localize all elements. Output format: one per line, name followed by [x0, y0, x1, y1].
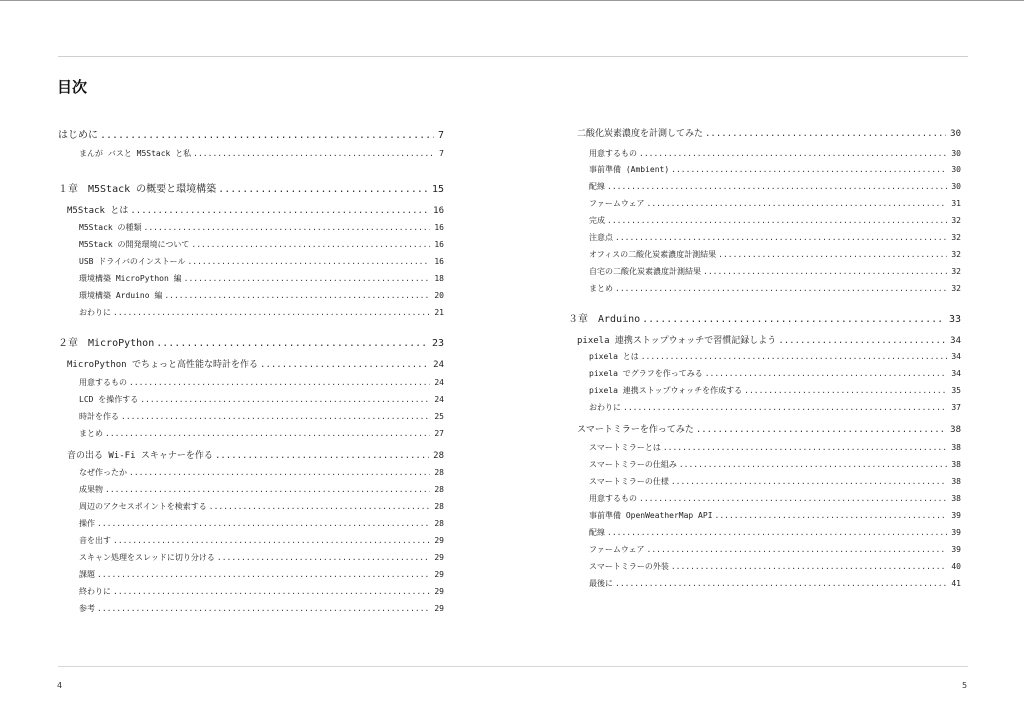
toc-entry-title: 課題: [79, 570, 95, 579]
toc-entry[interactable]: [79, 222, 444, 233]
toc-entry-title: まとめ: [589, 284, 613, 293]
dot-leader: [130, 206, 429, 216]
toc-entry-page: 38: [951, 494, 961, 503]
toc-entry-page: 16: [434, 257, 444, 266]
toc-entry-page: 18: [434, 274, 444, 283]
toc-entry[interactable]: [79, 428, 444, 439]
dot-leader: [215, 451, 429, 461]
dot-leader: [218, 184, 428, 195]
toc-entry-title: 参考: [79, 604, 95, 613]
toc-entry[interactable]: [79, 239, 444, 250]
toc-entry[interactable]: [79, 273, 444, 284]
toc-entry[interactable]: [79, 552, 444, 563]
dot-leader: [639, 494, 947, 503]
dot-leader: [105, 429, 430, 438]
toc-entry-page: 30: [951, 149, 961, 158]
toc-entry-title: 配線: [589, 182, 605, 191]
toc-entry-page: 32: [951, 233, 961, 242]
toc-entry[interactable]: [79, 256, 444, 267]
toc-entry-title: ２章 MicroPython: [58, 338, 155, 349]
toc-entry-title: ファームウェア: [589, 199, 645, 208]
toc-entry-page: 20: [434, 291, 444, 300]
toc-entry-page: 40: [951, 562, 961, 571]
toc-entry[interactable]: [589, 164, 961, 175]
dot-leader: [113, 308, 430, 317]
dot-leader: [639, 149, 947, 158]
toc-entry-page: 32: [951, 267, 961, 276]
toc-entry[interactable]: [79, 148, 444, 159]
toc-entry[interactable]: [589, 368, 961, 379]
toc-entry[interactable]: [79, 586, 444, 597]
dot-leader: [164, 291, 430, 300]
toc-entry[interactable]: [589, 198, 961, 209]
toc-entry-title: スマートミラーとは: [589, 443, 661, 452]
toc-entry-page: 38: [950, 425, 961, 435]
toc-entry-title: pixela 連携ストップウォッチを作成する: [589, 386, 743, 395]
toc-entry-title: M5Stack とは: [67, 206, 129, 216]
dot-leader: [641, 352, 948, 361]
toc-entry[interactable]: [589, 266, 961, 277]
toc-entry-title: USB ドライバのインストール: [79, 257, 186, 266]
toc-entry-page: 38: [951, 443, 961, 452]
toc-entry-page: 24: [433, 360, 444, 370]
toc-entry-page: 29: [434, 587, 444, 596]
toc-entry-page: 34: [951, 352, 961, 361]
toc-entry[interactable]: [79, 290, 444, 301]
toc-entry[interactable]: [589, 476, 961, 487]
toc-entry-title: pixela とは: [589, 352, 639, 361]
toc-entry[interactable]: [79, 307, 444, 318]
dot-leader: [187, 257, 430, 266]
toc-entry[interactable]: [79, 411, 444, 422]
toc-entry[interactable]: [589, 232, 961, 243]
toc-entry-page: 39: [951, 545, 961, 554]
toc-entry[interactable]: [79, 518, 444, 529]
toc-entry-title: 周辺のアクセスポイントを検索する: [79, 502, 207, 511]
dot-leader: [744, 386, 947, 395]
dot-leader: [97, 570, 430, 579]
toc-entry-page: 29: [434, 536, 444, 545]
toc-entry[interactable]: [79, 377, 444, 388]
toc-entry-page: 32: [951, 284, 961, 293]
toc-entry-title: LCD を操作する: [79, 395, 139, 404]
toc-entry-title: 音の出る Wi-Fi スキャナーを作る: [67, 451, 213, 461]
toc-entry-title: 時計を作る: [79, 412, 119, 421]
toc-entry-page: 24: [434, 378, 444, 387]
toc-entry[interactable]: [58, 126, 444, 141]
toc-entry[interactable]: [79, 484, 444, 495]
toc-entry[interactable]: [589, 181, 961, 192]
toc-entry-title: まんが バスと M5Stack と私: [79, 149, 192, 158]
toc-entry[interactable]: [58, 180, 444, 195]
toc-entry[interactable]: [577, 333, 961, 346]
dot-leader: [615, 579, 947, 588]
toc-entry-title: 終わりに: [79, 587, 111, 596]
toc-entry-title: スマートミラーの仕様: [589, 477, 669, 486]
dot-leader: [671, 562, 948, 571]
toc-entry-page: 29: [434, 570, 444, 579]
toc-entry[interactable]: [79, 603, 444, 614]
toc-entry-title: 音を出す: [79, 536, 111, 545]
toc-entry-page: 30: [950, 129, 961, 139]
toc-entry-page: 38: [951, 460, 961, 469]
toc-entry-title: まとめ: [79, 429, 103, 438]
toc-entry[interactable]: [79, 569, 444, 580]
toc-entry[interactable]: [79, 467, 444, 478]
toc-entry-title: 環境構築 Arduino 編: [79, 291, 163, 300]
toc-entry-title: 操作: [79, 519, 95, 528]
toc-entry[interactable]: [67, 448, 444, 461]
toc-entry[interactable]: [67, 357, 444, 370]
dot-leader: [97, 519, 430, 528]
toc-entry-page: 28: [434, 468, 444, 477]
toc-entry[interactable]: [67, 203, 444, 216]
dot-leader: [260, 360, 429, 370]
toc-entry-title: pixela 連携ストップウォッチで習慣記録しよう: [577, 336, 777, 346]
toc-entry[interactable]: [589, 578, 961, 589]
toc-entry-page: 31: [951, 199, 961, 208]
toc-entry-title: 用意するもの: [589, 149, 637, 158]
toc-entry-title: 環境構築 MicroPython 編: [79, 274, 182, 283]
toc-entry-page: 16: [434, 223, 444, 232]
toc-entry-title: 自宅の二酸化炭素濃度計測結果: [589, 267, 701, 276]
dot-leader: [718, 250, 947, 259]
toc-entry-title: スマートミラーの外装: [589, 562, 669, 571]
dot-leader: [129, 468, 430, 477]
dot-leader: [121, 412, 430, 421]
toc-entry[interactable]: [577, 126, 961, 139]
dot-leader: [607, 528, 947, 537]
toc-entry[interactable]: [589, 510, 961, 521]
dot-leader: [191, 240, 430, 249]
dot-leader: [607, 216, 947, 225]
dot-leader: [184, 274, 431, 283]
toc-entry-title: 二酸化炭素濃度を計測してみた: [577, 129, 704, 139]
toc-entry-page: 16: [433, 206, 444, 216]
toc-entry-page: 32: [951, 216, 961, 225]
bottom-rule: [58, 666, 968, 667]
toc-entry-title: はじめに: [58, 130, 98, 141]
page-top-border: [0, 0, 1024, 1]
toc-entry-page: 27: [434, 429, 444, 438]
toc-entry[interactable]: [589, 544, 961, 555]
toc-entry-page: 28: [433, 451, 444, 461]
toc-entry-page: 34: [951, 369, 961, 378]
dot-leader: [715, 511, 948, 520]
toc-entry-title: おわりに: [79, 308, 111, 317]
toc-entry-title: 用意するもの: [79, 378, 127, 387]
dot-leader: [696, 425, 946, 435]
dot-leader: [615, 233, 947, 242]
toc-entry-page: 28: [434, 502, 444, 511]
toc-entry-title: ファームウェア: [589, 545, 645, 554]
dot-leader: [647, 545, 948, 554]
toc-entry[interactable]: [79, 501, 444, 512]
toc-entry[interactable]: [589, 442, 961, 453]
dot-leader: [113, 587, 430, 596]
dot-leader: [679, 460, 948, 469]
toc-entry-title: 成果物: [79, 485, 103, 494]
toc-entry[interactable]: [58, 334, 444, 349]
toc-entry-page: 37: [951, 403, 961, 412]
right-page-number: 5: [962, 681, 968, 690]
toc-entry-page: 24: [434, 395, 444, 404]
toc-entry-page: 7: [439, 149, 444, 158]
toc-entry[interactable]: [589, 249, 961, 260]
toc-entry[interactable]: [568, 310, 961, 325]
dot-leader: [778, 336, 946, 346]
toc-entry-title: 最後に: [589, 579, 613, 588]
toc-entry-page: 38: [951, 477, 961, 486]
dot-leader: [663, 443, 948, 452]
toc-entry[interactable]: [589, 148, 961, 159]
toc-entry-page: 23: [431, 338, 444, 349]
toc-entry-title: MicroPython でちょっと高性能な時計を作る: [67, 360, 259, 370]
dot-leader: [97, 604, 430, 613]
dot-leader: [113, 536, 430, 545]
toc-entry-title: M5Stack の種類: [79, 223, 142, 232]
dot-leader: [623, 403, 947, 412]
toc-entry-page: 28: [434, 485, 444, 494]
toc-entry-title: 配線: [589, 528, 605, 537]
toc-entry-title: 用意するもの: [589, 494, 637, 503]
toc-entry-page: 15: [431, 184, 444, 195]
toc-entry[interactable]: [589, 493, 961, 504]
dot-leader: [705, 369, 948, 378]
toc-entry-page: 29: [434, 553, 444, 562]
toc-entry-title: なぜ作ったか: [79, 468, 127, 477]
toc-entry[interactable]: [589, 561, 961, 572]
dot-leader: [671, 477, 948, 486]
toc-entry[interactable]: [79, 535, 444, 546]
top-rule: [58, 56, 968, 57]
dot-leader: [647, 199, 948, 208]
toc-entry-title: スキャン処理をスレッドに切り分ける: [79, 553, 215, 562]
toc-entry-page: 34: [950, 336, 961, 346]
toc-entry-title: スマートミラーを作ってみた: [577, 425, 694, 435]
toc-entry-title: 事前準備 (Ambient): [589, 165, 670, 174]
dot-leader: [100, 130, 434, 141]
toc-entry[interactable]: [589, 459, 961, 470]
dot-leader: [140, 395, 430, 404]
toc-entry-page: 16: [434, 240, 444, 249]
left-page-number: 4: [57, 681, 63, 690]
toc-entry-title: １章 M5Stack の概要と環境構築: [58, 184, 217, 195]
toc-entry[interactable]: [589, 351, 961, 362]
toc-entry[interactable]: [589, 402, 961, 413]
toc-entry-page: 33: [948, 314, 961, 325]
toc-entry[interactable]: [589, 527, 961, 538]
dot-leader: [156, 338, 428, 349]
dot-leader: [129, 378, 430, 387]
toc-entry[interactable]: [589, 215, 961, 226]
toc-entry-page: 21: [434, 308, 444, 317]
toc-entry-page: 39: [951, 511, 961, 520]
toc-entry-page: 29: [434, 604, 444, 613]
toc-entry-page: 7: [437, 130, 444, 141]
toc-entry-title: 完成: [589, 216, 605, 225]
toc-entry[interactable]: [589, 385, 961, 396]
toc-entry-title: おわりに: [589, 403, 621, 412]
toc-entry-page: 35: [951, 386, 961, 395]
toc-entry-title: pixela でグラフを作ってみる: [589, 369, 703, 378]
toc-entry-title: 注意点: [589, 233, 613, 242]
toc-entry-title: ３章 Arduino: [568, 314, 641, 325]
dot-leader: [607, 182, 947, 191]
toc-entry-page: 25: [434, 412, 444, 421]
toc-entry-page: 41: [951, 579, 961, 588]
dot-leader: [703, 267, 947, 276]
toc-entry[interactable]: [79, 394, 444, 405]
dot-leader: [642, 314, 945, 325]
dot-leader: [105, 485, 430, 494]
toc-entry-title: M5Stack の開発環境について: [79, 240, 190, 249]
toc-entry-page: 32: [951, 250, 961, 259]
toc-entry-title: オフィスの二酸化炭素濃度計測結果: [589, 250, 717, 259]
toc-entry[interactable]: [589, 283, 961, 294]
dot-leader: [671, 165, 947, 174]
toc-entry-page: 28: [434, 519, 444, 528]
toc-entry-page: 30: [951, 182, 961, 191]
toc-entry[interactable]: [577, 422, 961, 435]
dot-leader: [217, 553, 430, 562]
toc-entry-title: 事前準備 OpenWeatherMap API: [589, 511, 713, 520]
dot-leader: [705, 129, 946, 139]
dot-leader: [209, 502, 431, 511]
toc-entry-title: スマートミラーの仕組み: [589, 460, 677, 469]
dot-leader: [193, 149, 435, 158]
dot-leader: [144, 223, 431, 232]
toc-entry-page: 30: [951, 165, 961, 174]
page-title: 目次: [57, 78, 88, 96]
dot-leader: [615, 284, 947, 293]
toc-entry-page: 39: [951, 528, 961, 537]
